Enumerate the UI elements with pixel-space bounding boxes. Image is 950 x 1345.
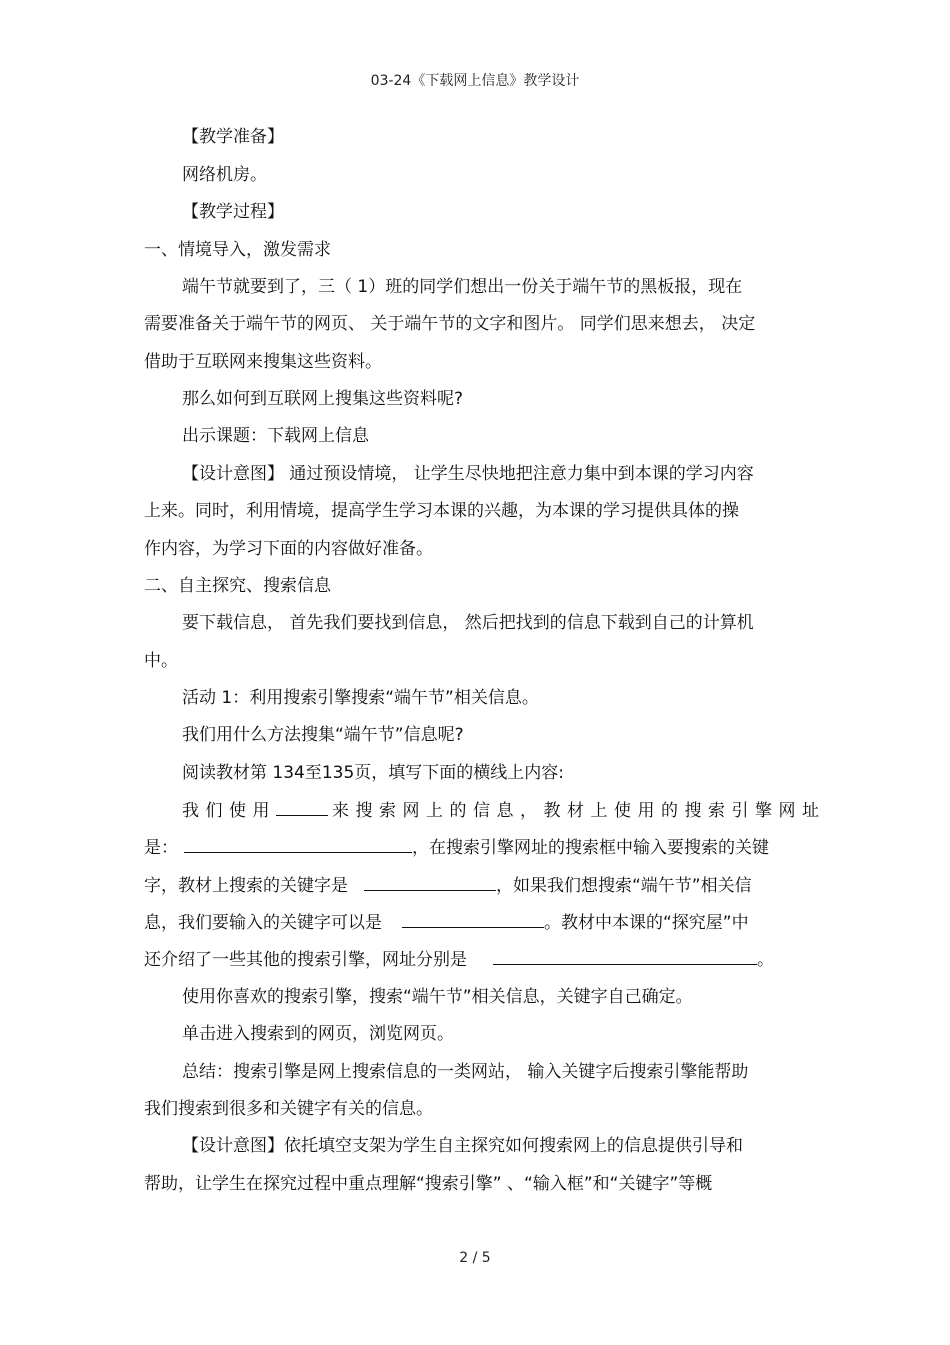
section-heading-2: 二、自主探究、搜索信息 (144, 576, 331, 596)
summary-line: 总结：搜索引擎是网上搜索信息的一类网站， 输入关键字后搜索引擎能帮助 (182, 1062, 749, 1082)
blank-field (364, 874, 496, 891)
paragraph-line: 网络机房。 (182, 165, 267, 185)
fill-text: 是： (144, 838, 178, 858)
activity-heading: 活动 1：利用搜索引擎搜索“端午节”相关信息。 (182, 688, 539, 708)
paragraph-line: 我们搜索到很多和关键字有关的信息。 (144, 1099, 433, 1119)
fill-text: 字，教材上搜索的关键字是 (144, 876, 348, 896)
blank-field (493, 948, 757, 965)
page-header-title: 03-24《下载网上信息》教学设计 (370, 73, 580, 89)
section-heading-preparation: 【教学准备】 (182, 127, 284, 147)
paragraph-line: 作内容，为学习下面的内容做好准备。 (144, 539, 433, 559)
fill-blank-line (182, 799, 826, 822)
paragraph-line: 端午节就要到了，三（ 1）班的同学们想出一份关于端午节的黑板报，现在 (182, 277, 743, 297)
fill-text: 我们使用 (182, 801, 276, 821)
section-heading-1: 一、情境导入，激发需求 (144, 240, 331, 260)
paragraph-line: 阅读教材第 134至135页，填写下面的横线上内容: (182, 763, 565, 783)
paragraph-line: 借助于互联网来搜集这些资料。 (144, 352, 382, 372)
paragraph-line: 要下载信息， 首先我们要找到信息， 然后把找到的信息下载到自己的计算机 (182, 613, 754, 633)
design-intent-line: 【设计意图】 通过预设情境， 让学生尽快地把注意力集中到本课的学习内容 (182, 464, 754, 484)
fill-blank-line (144, 874, 752, 897)
blank-field (276, 799, 328, 816)
paragraph-line: 那么如何到互联网上搜集这些资料呢? (182, 389, 464, 409)
paragraph-line: 我们用什么方法搜集“端午节”信息呢? (182, 725, 464, 745)
blank-field (402, 911, 544, 928)
paragraph-line: 单击进入搜索到的网页，浏览网页。 (182, 1024, 454, 1044)
paragraph-line: 中。 (144, 651, 178, 671)
paragraph-line: 帮助，让学生在探究过程中重点理解“搜索引擎” 、“输入框”和“关键字”等概 (144, 1174, 713, 1194)
paragraph-line: 出示课题：下载网上信息 (182, 426, 369, 446)
fill-text: 。 (757, 950, 774, 970)
fill-text: ，在搜索引擎网址的搜索框中输入要搜索的关键 (412, 838, 769, 858)
fill-text: 息，我们要输入的关键字可以是 (144, 913, 382, 933)
fill-text: 还介绍了一些其他的搜索引擎，网址分别是 (144, 950, 467, 970)
paragraph-line: 需要准备关于端午节的网页、 关于端午节的文字和图片。 同学们思来想去， 决定 (144, 314, 756, 334)
design-intent-line: 【设计意图】依托填空支架为学生自主探究如何搜索网上的信息提供引导和 (182, 1136, 743, 1156)
fill-blank-line (144, 836, 769, 859)
fill-text: 来搜索网上的信息，教材上使用的搜索引擎网址 (332, 801, 826, 821)
fill-text: 。教材中本课的“探究屋”中 (544, 913, 749, 933)
paragraph-line: 使用你喜欢的搜索引擎，搜索“端午节”相关信息，关键字自己确定。 (182, 987, 693, 1007)
paragraph-line: 上来。同时，利用情境，提高学生学习本课的兴趣，为本课的学习提供具体的操 (144, 501, 739, 521)
blank-field (184, 836, 412, 853)
fill-text: ，如果我们想搜索“端午节”相关信 (496, 876, 752, 896)
section-heading-process: 【教学过程】 (182, 202, 284, 222)
fill-blank-line (144, 948, 774, 971)
fill-blank-line (144, 911, 749, 934)
page-number: 2 / 5 (459, 1250, 491, 1266)
